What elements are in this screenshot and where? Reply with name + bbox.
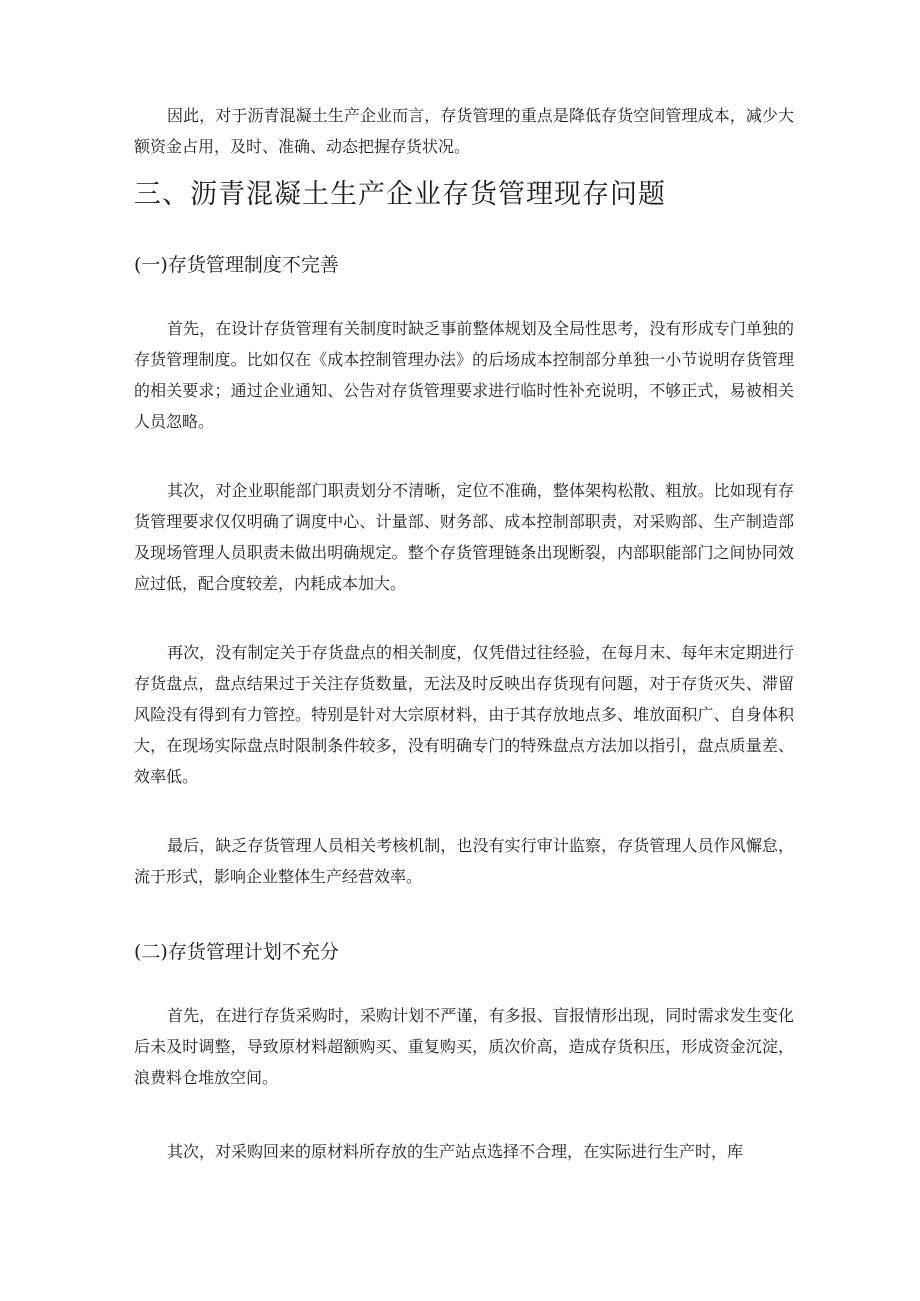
paragraph: 首先，在进行存货采购时，采购计划不严谨，有多报、盲报情形出现，同时需求发生变化后未及时调整，导致原材料超额购买、重复购买，质次价高，造成存货积压，形成资金沉淀，浪费料仓堆放空间。 <box>134 1006 794 1087</box>
subsection-heading-2: (二)存货管理计划不充分 <box>134 941 339 963</box>
paragraph: 最后，缺乏存货管理人员相关考核机制，也没有实行审计监察，存货管理人员作风懈怠，流于形式，影响企业整体生产经营效率。 <box>134 836 794 886</box>
subsection-heading-1: (一)存货管理制度不完善 <box>134 254 339 276</box>
intro-paragraph: 因此，对于沥青混凝土生产企业而言，存货管理的重点是降低存货空间管理成本，减少大额资金占用，及时、准确、动态把握存货状况。 <box>134 106 794 156</box>
paragraph: 首先，在设计存货管理有关制度时缺乏事前整体规划及全局性思考，没有形成专门单独的存货管理制度。比如仅在《成本控制管理办法》的后场成本控制部分单独一小节说明存货管理的相关要求；通过企业通知、公告对存货管理要求进行临时性补充说明，不够正式，易被相关人员忽略。 <box>134 319 794 431</box>
section-heading: 三、沥青混凝土生产企业存货管理现存问题 <box>134 179 666 210</box>
paragraph: 其次，对采购回来的原材料所存放的生产站点选择不合理，在实际进行生产时，库 <box>167 1142 744 1161</box>
paragraph: 其次，对企业职能部门职责划分不清晰，定位不准确，整体架构松散、粗放。比如现有存货管理要求仅仅明确了调度中心、计量部、财务部、成本控制部职责，对采购部、生产制造部及现场管理人员职责未做出明确规定。整个存货管理链条出现断裂，内部职能部门之间协同效应过低，配合度较差，内耗成本加大。 <box>134 481 794 593</box>
paragraph: 再次，没有制定关于存货盘点的相关制度，仅凭借过往经验，在每月末、每年末定期进行存货盘点，盘点结果过于关注存货数量，无法及时反映出存货现有问题，对于存货灭失、滞留风险没有得到有力管控。特别是针对大宗原材料，由于其存放地点多、堆放面积广、自身体积大，在现场实际盘点时限制条件较多，没有明确专门的特殊盘点方法加以指引，盘点质量差、效率低。 <box>134 643 794 786</box>
